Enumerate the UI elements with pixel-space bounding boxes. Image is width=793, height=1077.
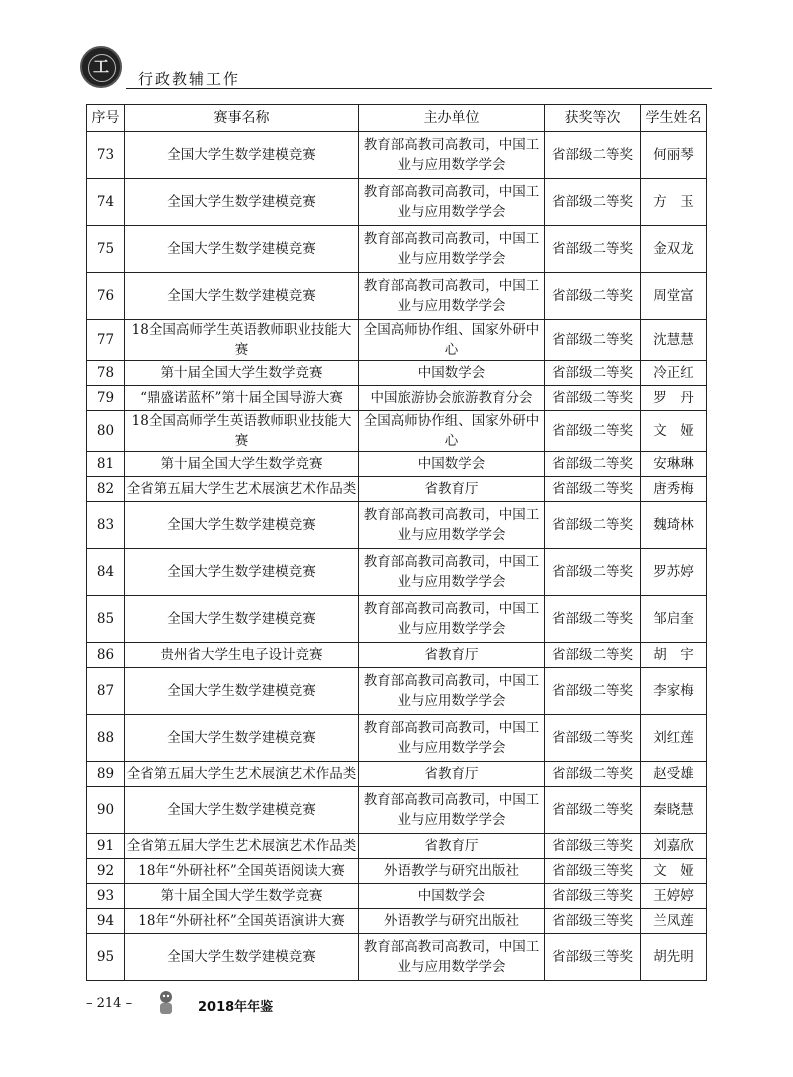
cell-award: 省部级二等奖 xyxy=(545,502,641,549)
cell-award: 省部级二等奖 xyxy=(545,668,641,715)
table-row xyxy=(87,452,707,477)
table-row xyxy=(87,226,707,273)
cell-student: 周堂富 xyxy=(641,273,707,320)
cell-organizer: 教育部高教司高教司，中国工业与应用数学学会 xyxy=(359,934,545,981)
cell-organizer: 中国数学会 xyxy=(359,361,545,386)
cell-student: 罗 丹 xyxy=(641,386,707,411)
cell-event: 全省第五届大学生艺术展演艺术作品类 xyxy=(125,477,359,502)
table-row xyxy=(87,477,707,502)
cell-organizer: 教育部高教司高教司，中国工业与应用数学学会 xyxy=(359,502,545,549)
cell-student: 王婷婷 xyxy=(641,884,707,909)
table-row xyxy=(87,179,707,226)
cell-organizer: 教育部高教司高教司，中国工业与应用数学学会 xyxy=(359,132,545,179)
cell-no: 78 xyxy=(87,361,125,386)
cell-organizer: 教育部高教司高教司，中国工业与应用数学学会 xyxy=(359,273,545,320)
cell-no: 74 xyxy=(87,179,125,226)
cell-no: 81 xyxy=(87,452,125,477)
cell-award: 省部级三等奖 xyxy=(545,859,641,884)
table-row xyxy=(87,596,707,643)
cell-organizer: 教育部高教司高教司，中国工业与应用数学学会 xyxy=(359,668,545,715)
table-row xyxy=(87,909,707,934)
table-row xyxy=(87,715,707,762)
cell-no: 82 xyxy=(87,477,125,502)
header-award: 获奖等次 xyxy=(545,105,641,132)
table-row xyxy=(87,859,707,884)
header-no: 序号 xyxy=(87,105,125,132)
cell-award: 省部级三等奖 xyxy=(545,934,641,981)
table-row xyxy=(87,668,707,715)
cell-award: 省部级二等奖 xyxy=(545,596,641,643)
cell-student: 刘嘉欣 xyxy=(641,834,707,859)
cell-award: 省部级二等奖 xyxy=(545,762,641,787)
header-student: 学生姓名 xyxy=(641,105,707,132)
cell-award: 省部级二等奖 xyxy=(545,179,641,226)
cell-organizer: 教育部高教司高教司，中国工业与应用数学学会 xyxy=(359,715,545,762)
table-row xyxy=(87,273,707,320)
cell-no: 84 xyxy=(87,549,125,596)
cell-event: 第十届全国大学生数学竞赛 xyxy=(125,361,359,386)
cell-student: 兰凤莲 xyxy=(641,909,707,934)
cell-event: 全国大学生数学建模竞赛 xyxy=(125,549,359,596)
cell-event: 第十届全国大学生数学竞赛 xyxy=(125,884,359,909)
cell-student: 沈慧慧 xyxy=(641,320,707,361)
cell-no: 91 xyxy=(87,834,125,859)
cell-organizer: 全国高师协作组、国家外研中心 xyxy=(359,411,545,452)
yearbook-title: 2018年年鉴 xyxy=(198,1000,274,1015)
cell-event: 全国大学生数学建模竞赛 xyxy=(125,502,359,549)
cell-student: 刘红莲 xyxy=(641,715,707,762)
cell-award: 省部级二等奖 xyxy=(545,477,641,502)
table-row xyxy=(87,549,707,596)
table-row xyxy=(87,643,707,668)
table-row xyxy=(87,787,707,834)
cell-event: 全国大学生数学建模竞赛 xyxy=(125,179,359,226)
page-footer xyxy=(86,990,706,1020)
cell-award: 省部级二等奖 xyxy=(545,132,641,179)
cell-no: 80 xyxy=(87,411,125,452)
cell-award: 省部级二等奖 xyxy=(545,411,641,452)
cell-organizer: 中国旅游协会旅游教育分会 xyxy=(359,386,545,411)
cell-no: 92 xyxy=(87,859,125,884)
cell-student: 何丽琴 xyxy=(641,132,707,179)
cell-award: 省部级二等奖 xyxy=(545,226,641,273)
cell-student: 唐秀梅 xyxy=(641,477,707,502)
cell-no: 83 xyxy=(87,502,125,549)
cell-no: 73 xyxy=(87,132,125,179)
cell-no: 95 xyxy=(87,934,125,981)
cell-no: 85 xyxy=(87,596,125,643)
table-row xyxy=(87,502,707,549)
cell-event: 全国大学生数学建模竞赛 xyxy=(125,934,359,981)
cell-student: 冷正红 xyxy=(641,361,707,386)
header-divider xyxy=(126,88,712,89)
cell-student: 安琳琳 xyxy=(641,452,707,477)
cell-organizer: 教育部高教司高教司，中国工业与应用数学学会 xyxy=(359,226,545,273)
cell-no: 94 xyxy=(87,909,125,934)
table-row xyxy=(87,386,707,411)
cell-no: 90 xyxy=(87,787,125,834)
cell-award: 省部级二等奖 xyxy=(545,549,641,596)
cell-student: 文 娅 xyxy=(641,411,707,452)
cell-organizer: 教育部高教司高教司，中国工业与应用数学学会 xyxy=(359,549,545,596)
cell-organizer: 教育部高教司高教司，中国工业与应用数学学会 xyxy=(359,596,545,643)
cell-no: 88 xyxy=(87,715,125,762)
cell-event: 18年“外研社杯”全国英语阅读大赛 xyxy=(125,859,359,884)
cell-event: 18全国高师学生英语教师职业技能大赛 xyxy=(125,411,359,452)
cell-organizer: 教育部高教司高教司，中国工业与应用数学学会 xyxy=(359,787,545,834)
cell-student: 方 玉 xyxy=(641,179,707,226)
awards-table xyxy=(86,104,707,981)
cell-organizer: 中国数学会 xyxy=(359,884,545,909)
cell-award: 省部级二等奖 xyxy=(545,643,641,668)
cell-student: 魏琦林 xyxy=(641,502,707,549)
cell-award: 省部级二等奖 xyxy=(545,715,641,762)
cell-award: 省部级二等奖 xyxy=(545,787,641,834)
cell-award: 省部级二等奖 xyxy=(545,273,641,320)
cell-no: 86 xyxy=(87,643,125,668)
table-row xyxy=(87,834,707,859)
cell-organizer: 全国高师协作组、国家外研中心 xyxy=(359,320,545,361)
cell-event: 全国大学生数学建模竞赛 xyxy=(125,596,359,643)
cell-award: 省部级三等奖 xyxy=(545,884,641,909)
table-row xyxy=(87,884,707,909)
cell-award: 省部级三等奖 xyxy=(545,834,641,859)
header-organizer: 主办单位 xyxy=(359,105,545,132)
cell-organizer: 外语教学与研究出版社 xyxy=(359,909,545,934)
table-header-row xyxy=(87,105,707,132)
cell-organizer: 省教育厅 xyxy=(359,477,545,502)
mascot-icon xyxy=(154,990,178,1016)
cell-student: 邹启奎 xyxy=(641,596,707,643)
table-row xyxy=(87,411,707,452)
cell-student: 罗苏婷 xyxy=(641,549,707,596)
cell-no: 87 xyxy=(87,668,125,715)
cell-event: 第十届全国大学生数学竞赛 xyxy=(125,452,359,477)
cell-event: 全省第五届大学生艺术展演艺术作品类 xyxy=(125,762,359,787)
cell-student: 胡 宇 xyxy=(641,643,707,668)
cell-student: 金双龙 xyxy=(641,226,707,273)
table-row xyxy=(87,132,707,179)
cell-organizer: 外语教学与研究出版社 xyxy=(359,859,545,884)
table-row xyxy=(87,361,707,386)
cell-student: 李家梅 xyxy=(641,668,707,715)
cell-award: 省部级二等奖 xyxy=(545,361,641,386)
cell-no: 77 xyxy=(87,320,125,361)
page-header xyxy=(80,40,712,92)
cell-student: 胡先明 xyxy=(641,934,707,981)
cell-event: 贵州省大学生电子设计竞赛 xyxy=(125,643,359,668)
cell-event: 全国大学生数学建模竞赛 xyxy=(125,787,359,834)
cell-award: 省部级二等奖 xyxy=(545,320,641,361)
cell-award: 省部级三等奖 xyxy=(545,909,641,934)
cell-event: 全省第五届大学生艺术展演艺术作品类 xyxy=(125,834,359,859)
cell-no: 75 xyxy=(87,226,125,273)
cell-event: 全国大学生数学建模竞赛 xyxy=(125,132,359,179)
header-event: 赛事名称 xyxy=(125,105,359,132)
cell-event: 全国大学生数学建模竞赛 xyxy=(125,226,359,273)
cell-organizer: 教育部高教司高教司，中国工业与应用数学学会 xyxy=(359,179,545,226)
cell-event: “鼎盛诺蓝杯”第十届全国导游大赛 xyxy=(125,386,359,411)
university-logo-icon: 工 xyxy=(80,46,122,88)
cell-event: 18年“外研社杯”全国英语演讲大赛 xyxy=(125,909,359,934)
cell-organizer: 省教育厅 xyxy=(359,762,545,787)
cell-event: 全国大学生数学建模竞赛 xyxy=(125,668,359,715)
section-title: 行政教辅工作 xyxy=(138,70,241,88)
cell-student: 秦晓慧 xyxy=(641,787,707,834)
cell-award: 省部级二等奖 xyxy=(545,452,641,477)
cell-no: 79 xyxy=(87,386,125,411)
cell-no: 76 xyxy=(87,273,125,320)
cell-event: 18全国高师学生英语教师职业技能大赛 xyxy=(125,320,359,361)
cell-organizer: 省教育厅 xyxy=(359,834,545,859)
cell-organizer: 中国数学会 xyxy=(359,452,545,477)
cell-student: 赵受雄 xyxy=(641,762,707,787)
page-number: – 214 – xyxy=(86,996,133,1011)
cell-organizer: 省教育厅 xyxy=(359,643,545,668)
cell-event: 全国大学生数学建模竞赛 xyxy=(125,273,359,320)
cell-student: 文 娅 xyxy=(641,859,707,884)
table-row xyxy=(87,762,707,787)
table-row xyxy=(87,320,707,361)
cell-no: 89 xyxy=(87,762,125,787)
table-row xyxy=(87,934,707,981)
cell-event: 全国大学生数学建模竞赛 xyxy=(125,715,359,762)
cell-no: 93 xyxy=(87,884,125,909)
cell-award: 省部级二等奖 xyxy=(545,386,641,411)
